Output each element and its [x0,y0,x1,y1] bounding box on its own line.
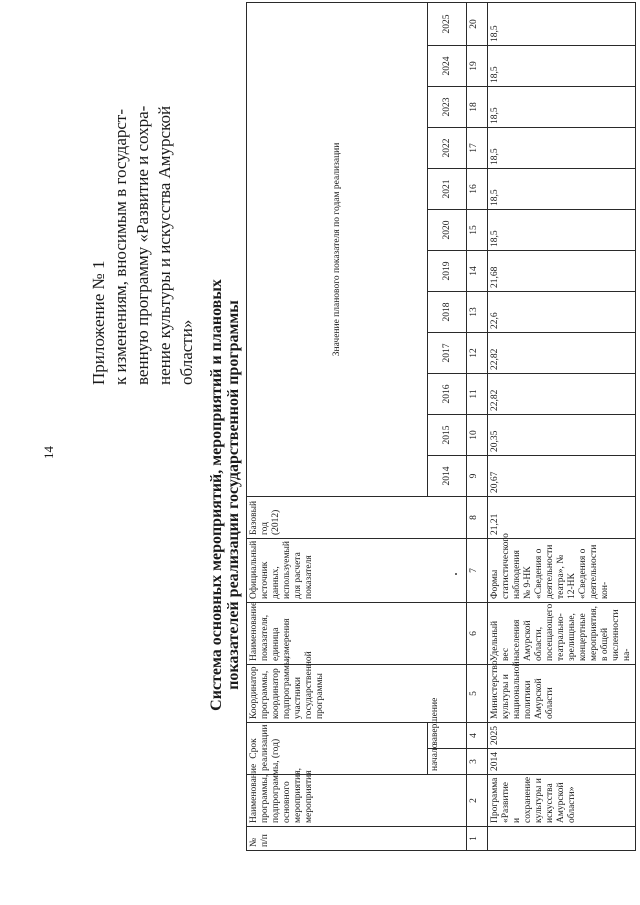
year-cell: 2018 [428,292,467,333]
document-title [208,145,242,845]
row-program-name: Программа «Развитие и сохранение культуры и искусства Амурской области» [488,775,636,827]
col-number: 4 [467,723,488,749]
year-cell: 2023 [428,87,467,128]
appendix-line: области» [177,319,196,385]
header-base: Базовый год (2012) [247,497,467,539]
year-cell: 2016 [428,374,467,415]
row-value: 18,5 [488,87,636,128]
row-end-year: 2025 [488,723,636,749]
col-number: 15 [467,210,488,251]
col-number: 10 [467,415,488,456]
col-number: 12 [467,333,488,374]
col-number: 2 [467,775,488,827]
col-number: 14 [467,251,488,292]
year-cell: 2017 [428,333,467,374]
header-coordinator: Координатор программы, координатор подпрограммы, участники государственной программы [247,665,467,723]
row-value: 22,6 [488,292,636,333]
year-cell: 2024 [428,46,467,87]
col-number: 1 [467,827,488,851]
row-value: 18,5 [488,210,636,251]
header-term-start: начало [428,749,467,775]
page-number: 14 [41,446,56,459]
col-number: 9 [467,456,488,497]
col-number: 19 [467,46,488,87]
year-row [428,2,467,850]
row-start-year: 2014 [488,749,636,775]
col-number: 17 [467,128,488,169]
appendix-line: к изменениям, вносимым в государст- [111,108,130,385]
col-number: 11 [467,374,488,415]
appendix-line: Приложение № 1 [89,260,108,385]
column-number-row [467,2,488,850]
col-number: 13 [467,292,488,333]
header-num: № п/п [247,827,467,851]
row-value: 18,5 [488,128,636,169]
row-value: 18,5 [488,2,636,45]
row-value: 18,5 [488,169,636,210]
col-number: 5 [467,665,488,723]
appendix-line: венную программу «Развитие и сохра- [133,105,152,385]
row-value: 20,67 [488,456,636,497]
header-row [247,2,428,850]
col-number: 18 [467,87,488,128]
col-number: 20 [467,2,488,45]
header-term-end: завершение [428,723,467,749]
col-number: 16 [467,169,488,210]
row-value: 20,35 [488,415,636,456]
year-cell: 2019 [428,251,467,292]
row-value: 22,82 [488,333,636,374]
col-number: 6 [467,603,488,665]
row-base-value: 21,21 [488,497,636,539]
header-name: Наименование программы, подпрограммы, основного мероприятия, мероприятия [247,775,467,827]
row-value: 18,5 [488,46,636,87]
year-cell: 2022 [428,128,467,169]
year-cell: 2015 [428,415,467,456]
year-cell: 2025 [428,2,467,45]
title-line: Система основных мероприятий, мероприятий и плановых [208,279,225,711]
row-source: Формы статистического наблюдения № 9-НК «Сведения о деятельности театра», № 12-НК «Сведения о деятельности кон- [488,539,636,603]
program-table [246,2,636,851]
col-number: 3 [467,749,488,775]
header-target-values: Значение планового показателя по годам реализации [247,2,428,496]
year-cell: 2020 [428,210,467,251]
scan-speck [455,573,457,575]
row-num [488,827,636,851]
appendix-line: нение культуры и искусства Амурской [155,105,174,385]
row-coordinator: Министерство культуры и национальной политики Амурской области [488,665,636,723]
header-term: Срок реализации (год) [247,723,428,775]
header-indicator: Наименование показателя, единица измерения [247,603,467,665]
title-line: показателей реализации государственной программы [225,300,242,690]
col-number: 7 [467,539,488,603]
row-value: 22,82 [488,374,636,415]
appendix-note [88,35,198,385]
row-indicator: Удельный вес населения Амурской области, посещающего театрально-зрелищные, концертные мероприятия, в общей численности на- [488,603,636,665]
header-source: Официальный источник данных, используемый для расчета показателя [247,539,467,603]
year-cell: 2014 [428,456,467,497]
col-number: 8 [467,497,488,539]
row-value: 21,68 [488,251,636,292]
year-cell: 2021 [428,169,467,210]
table-row [488,2,636,850]
